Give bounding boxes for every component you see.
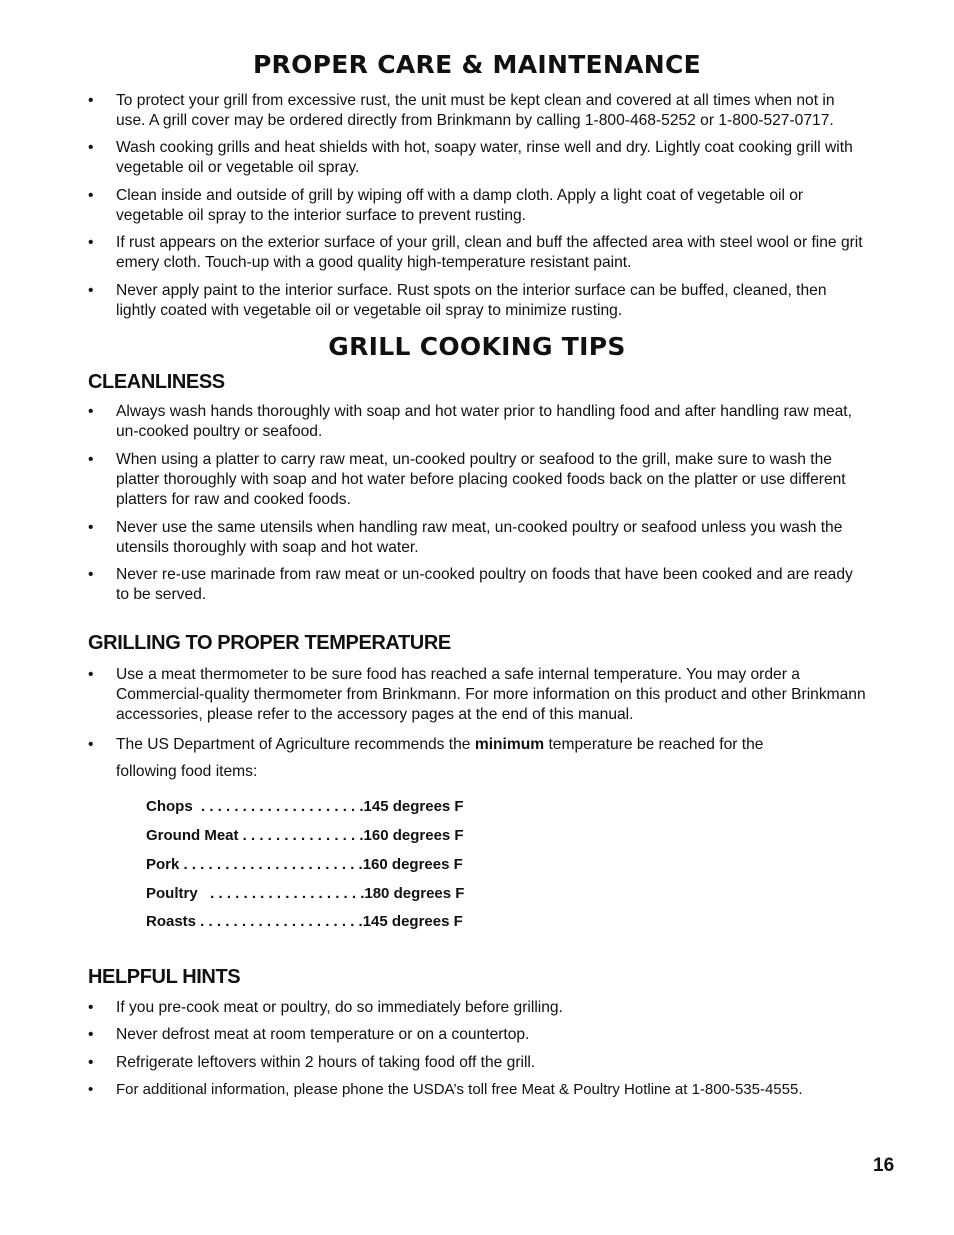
bullet-icon: • — [88, 999, 94, 1016]
list-item-text: Never defrost meat at room temperature or on a countertop. — [116, 1026, 530, 1043]
bullet-icon: • — [88, 736, 94, 753]
list-item — [88, 138, 868, 178]
bullet-icon: • — [88, 187, 94, 204]
list-item-text: Never re-use marinade from raw meat or un-cooked poultry on foods that have been cooked and are ready to be served. — [116, 566, 853, 603]
list-item — [88, 402, 868, 442]
temperature-row-chops: Chops . . . . . . . . . . . . . . . . . . . .145 degrees F — [146, 798, 464, 815]
list-item — [88, 518, 868, 558]
bullet-icon: • — [88, 1026, 94, 1043]
list-item-text: If you pre-cook meat or poultry, do so immediately before grilling. — [116, 999, 563, 1016]
list-item — [88, 565, 868, 605]
list-item — [88, 1025, 868, 1045]
list-item-text: For additional information, please phone the USDA’s toll free Meat & Poultry Hotline at 1-800-535-4555. — [116, 1081, 803, 1098]
list-item — [88, 233, 868, 273]
temperature-row-roasts: Roasts . . . . . . . . . . . . . . . . . . . .145 degrees F — [146, 913, 463, 930]
temperature-row-ground-meat: Ground Meat . . . . . . . . . . . . . . .160 degrees F — [146, 827, 464, 844]
list-item-text: Wash cooking grills and heat shields with hot, soapy water, rinse well and dry. Lightly coat cooking grill with vegetable oil or vegetable oil spray. — [116, 139, 853, 176]
subheading-temperature: GRILLING TO PROPER TEMPERATURE — [88, 632, 451, 654]
bullet-icon: • — [88, 451, 94, 468]
temperature-row-poultry: Poultry . . . . . . . . . . . . . . . . . . .180 degrees F — [146, 885, 465, 902]
subheading-helpful-hints: HELPFUL HINTS — [88, 966, 241, 988]
section-title-care: PROPER CARE & MAINTENANCE — [252, 50, 702, 79]
bullet-icon: • — [88, 403, 94, 420]
bullet-icon: • — [88, 566, 94, 583]
list-item-text: Never apply paint to the interior surface. Rust spots on the interior surface can be buffed, cleaned, then lightly coated with vegetable oil or vegetable oil spray to minimize rusting. — [116, 282, 827, 319]
list-item-text: Refrigerate leftovers within 2 hours of taking food off the grill. — [116, 1054, 536, 1071]
text-segment: following food items: — [116, 763, 258, 780]
list-item — [88, 731, 868, 785]
bullet-icon: • — [88, 519, 94, 536]
list-item-text: To protect your grill from excessive rust, the unit must be kept clean and covered at all times when not in use. A grill cover may be ordered directly from Brinkmann by calling 1-800-468-5252 or 1-800-527-0717. — [116, 92, 835, 129]
list-item — [88, 1080, 868, 1100]
list-item-text: When using a platter to carry raw meat, un-cooked poultry or seafood to the grill, make sure to wash the platter thoroughly with soap and hot water before placing cooked foods back on the platter or use different platters for raw and cooked foods. — [116, 451, 846, 508]
list-item-text — [116, 731, 868, 785]
list-item — [88, 91, 868, 131]
list-item-text: Clean inside and outside of grill by wiping off with a damp cloth. Apply a light coat of vegetable oil or vegetable oil spray to the interior surface to prevent rusting. — [116, 187, 804, 224]
bullet-icon: • — [88, 1054, 94, 1071]
list-item — [88, 998, 868, 1018]
list-item — [88, 1053, 868, 1073]
page-number: 16 — [873, 1155, 895, 1176]
temperature-row-pork: Pork . . . . . . . . . . . . . . . . . . . . . .160 degrees F — [146, 856, 463, 873]
bullet-icon: • — [88, 282, 94, 299]
section-title-tips: GRILL COOKING TIPS — [328, 332, 626, 361]
bullet-icon: • — [88, 234, 94, 251]
subheading-cleanliness: CLEANLINESS — [88, 371, 225, 393]
bullet-icon: • — [88, 139, 94, 156]
list-item — [88, 450, 868, 510]
list-item-text: Never use the same utensils when handling raw meat, un-cooked poultry or seafood unless you wash the utensils thoroughly with soap and hot water. — [116, 519, 843, 556]
bullet-icon: • — [88, 92, 94, 109]
bullet-icon: • — [88, 1081, 94, 1098]
emphasis-text: minimum — [474, 736, 545, 753]
list-item-text: Always wash hands thoroughly with soap and hot water prior to handling food and after handling raw meat, un-cooked poultry or seafood. — [116, 403, 852, 440]
list-item — [88, 281, 868, 321]
list-item-text: If rust appears on the exterior surface of your grill, clean and buff the affected area with steel wool or fine grit emery cloth. Touch-up with a good quality high-temperature resistant paint. — [116, 234, 863, 271]
list-item — [88, 665, 868, 725]
list-item-text: Use a meat thermometer to be sure food has reached a safe internal temperature. You may order a Commercial-quality thermometer from Brinkmann. For more information on this product and other Brinkmann accessories, please refer to the accessory pages at the end of this manual. — [116, 666, 866, 723]
list-item — [88, 186, 868, 226]
text-segment: The US Department of Agriculture recommends the — [116, 736, 475, 753]
bullet-icon: • — [88, 666, 94, 683]
text-segment: temperature be reached for the — [544, 736, 764, 753]
